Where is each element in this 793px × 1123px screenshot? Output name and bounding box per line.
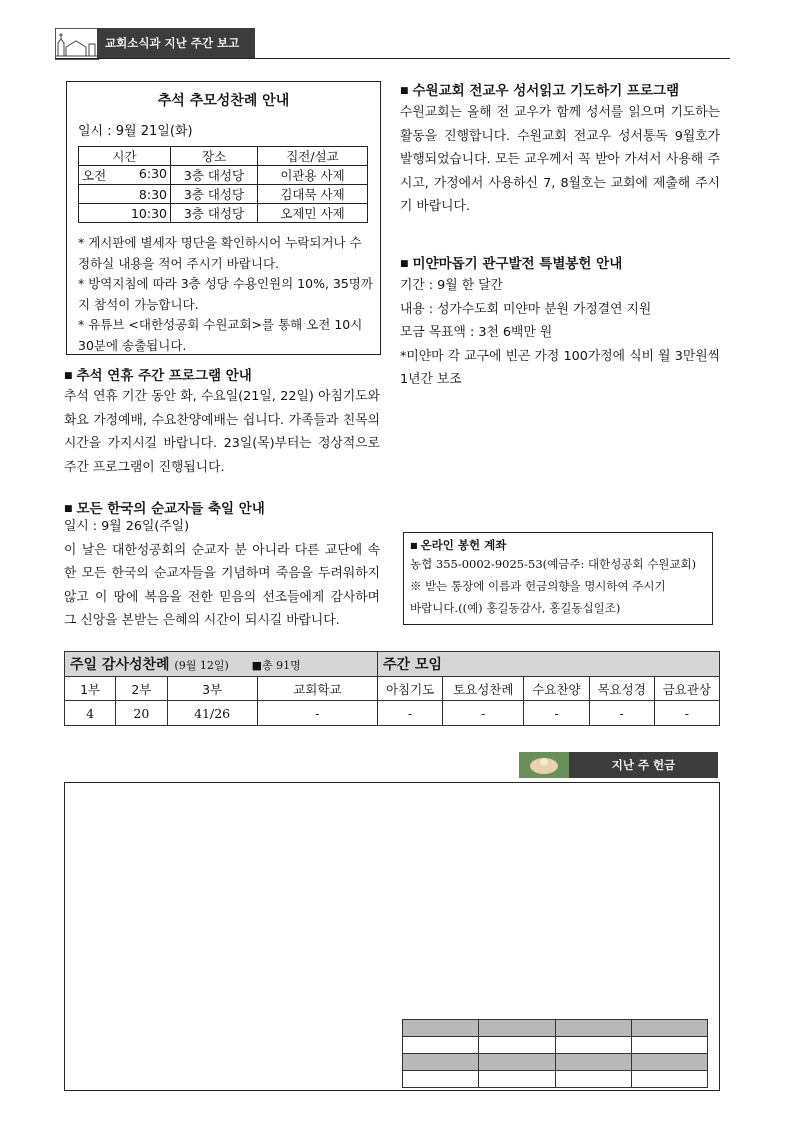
value-cell: - [654,701,719,726]
table-row [79,166,368,185]
note-item: * 방역지침에 따라 3층 성당 수용인원의 10%, 35명까지 참석이 가능합니다. [78,276,373,312]
col-header-time: 시간 [79,147,171,166]
martyrs-section [64,497,380,633]
bible-program-section [400,79,720,219]
account-note: ※ 받는 통장에 이름과 헌금의향을 명시하여 주시기 [410,579,666,593]
offering-report-title: 지난 주 헌금 [569,752,718,778]
place: 3층 대성당 [171,166,258,185]
bible-program-body: 수원교회는 올해 전 교우가 함께 성서를 읽으며 기도하는 활동을 진행합니다. 수원교회 전교우 성서통독 9월호가 발행되었습니다. 모든 교우께서 꼭 받아 가셔서 사용해 주시고, 가정에서 사용하신 7, 8월호는 교회에 제출해 주시기 바랍니다. [400,105,720,214]
value-cell: - [378,701,443,726]
presider: 이관용 사제 [258,166,368,185]
holiday-section [64,364,380,479]
offering-table [402,1019,708,1088]
value-cell: - [257,701,377,726]
offering-line: 모금 목표액 : 3천 6백만 원 [400,325,553,340]
attendance-total: ■총 91명 [251,659,301,672]
chuseok-schedule-table [78,146,368,223]
presider: 김대묵 사제 [258,185,368,204]
place: 3층 대성당 [171,204,258,223]
time: 10:30 [79,204,171,223]
sunday-eucharist-title: 주일 감사성찬례 [70,657,170,673]
table-row [403,1020,708,1037]
table-row [79,185,368,204]
account-line: 농협 355-0002-9025-53(예금주: 대한성공회 수원교회) [410,557,697,571]
header-divider [55,58,730,59]
value-cell: 20 [116,701,167,726]
martyrs-title: ■ 모든 한국의 순교자들 축일 안내 [64,497,380,517]
offering-line: *미얀마 각 교구에 빈곤 가정 100가정에 식비 월 3만원씩 1년간 보조 [400,348,720,387]
time: 8:30 [79,185,171,204]
value-cell: 4 [65,701,116,726]
table-row [403,1037,708,1054]
church-logo-icon [55,28,99,60]
offering-line: 내용 : 성가수도회 미얀마 분원 가정결연 지원 [400,301,652,317]
category-cell: 2부 [116,677,167,701]
category-cell: 수요찬양 [524,677,589,701]
note-item: * 게시판에 별세자 명단을 확인하시어 누락되거나 수정하실 내용을 적어 주시기 바랍니다. [78,235,362,271]
value-cell: - [524,701,589,726]
holiday-title: ■ 추석 연휴 주간 프로그램 안내 [64,364,380,384]
myanmar-offering-title: ■ 미얀마돕기 관구발전 특별봉헌 안내 [400,252,720,272]
online-offering-title: ■ 온라인 봉헌 계좌 [410,537,706,553]
martyrs-date: 일시 : 9월 26일(주일) [64,519,190,534]
col-header-presider: 집전/설교 [258,147,368,166]
presider: 오제민 사제 [258,204,368,223]
holiday-body: 추석 연휴 기간 동안 화, 수요일(21일, 22일) 아침기도와 화요 가정예배, 수요찬양예배는 쉽니다. 가족들과 친목의 시간을 가지시길 바랍니다. 23일(목)부터는 정상적으로 주간 프로그램이 진행됩니다. [64,389,380,475]
table-row [79,204,368,223]
value-cell: - [443,701,524,726]
category-cell: 토요성찬례 [443,677,524,701]
account-note: 바랍니다.((예) 홍길동감사, 홍길동십일조) [410,601,621,615]
category-cell: 3부 [167,677,257,701]
sunday-eucharist-header [65,652,378,677]
online-offering-box [403,532,713,625]
chuseok-notes [78,233,373,356]
category-cell: 목요성경 [589,677,654,701]
category-cell: 금요관상 [654,677,719,701]
col-header-place: 장소 [171,147,258,166]
bible-program-title: ■ 수원교회 전교우 성서읽고 기도하기 프로그램 [400,79,720,99]
chuseok-title: 추석 추모성찬례 안내 [157,93,290,109]
note-item: * 유튜브 <대한성공회 수원교회>를 통해 오전 10시 30분에 송출됩니다. [78,317,363,353]
page-title: 교회소식과 지난 주간 보고 [97,28,255,58]
weekly-meeting-title: 주간 모임 [378,652,720,677]
martyrs-body: 이 날은 대한성공회의 순교자 분 아니라 다른 교단에 속한 모든 한국의 순교자들을 기념하며 죽음을 두려워하지 않고 이 땅에 복음을 전한 믿음의 선조들에게 감사하며 그 신앙을 본받는 은혜의 시간이 되시길 바랍니다. [64,542,380,628]
chuseok-service-box [66,81,381,355]
attendance-table [64,651,720,726]
value-cell: - [589,701,654,726]
ampm: 오전 [82,168,107,183]
category-cell: 교회학교 [257,677,377,701]
table-row [403,1054,708,1071]
time: 6:30 [138,166,167,181]
category-cell: 아침기도 [378,677,443,701]
value-cell: 41/26 [167,701,257,726]
myanmar-offering-section [400,252,720,392]
attendance-date: (9월 12일) [174,659,229,672]
offering-line: 기간 : 9월 한 달간 [400,278,503,293]
place: 3층 대성당 [171,185,258,204]
category-cell: 1부 [65,677,116,701]
table-row [403,1071,708,1088]
chuseok-date: 일시 : 9월 21일(화) [78,124,193,139]
offering-hands-icon [519,752,569,778]
